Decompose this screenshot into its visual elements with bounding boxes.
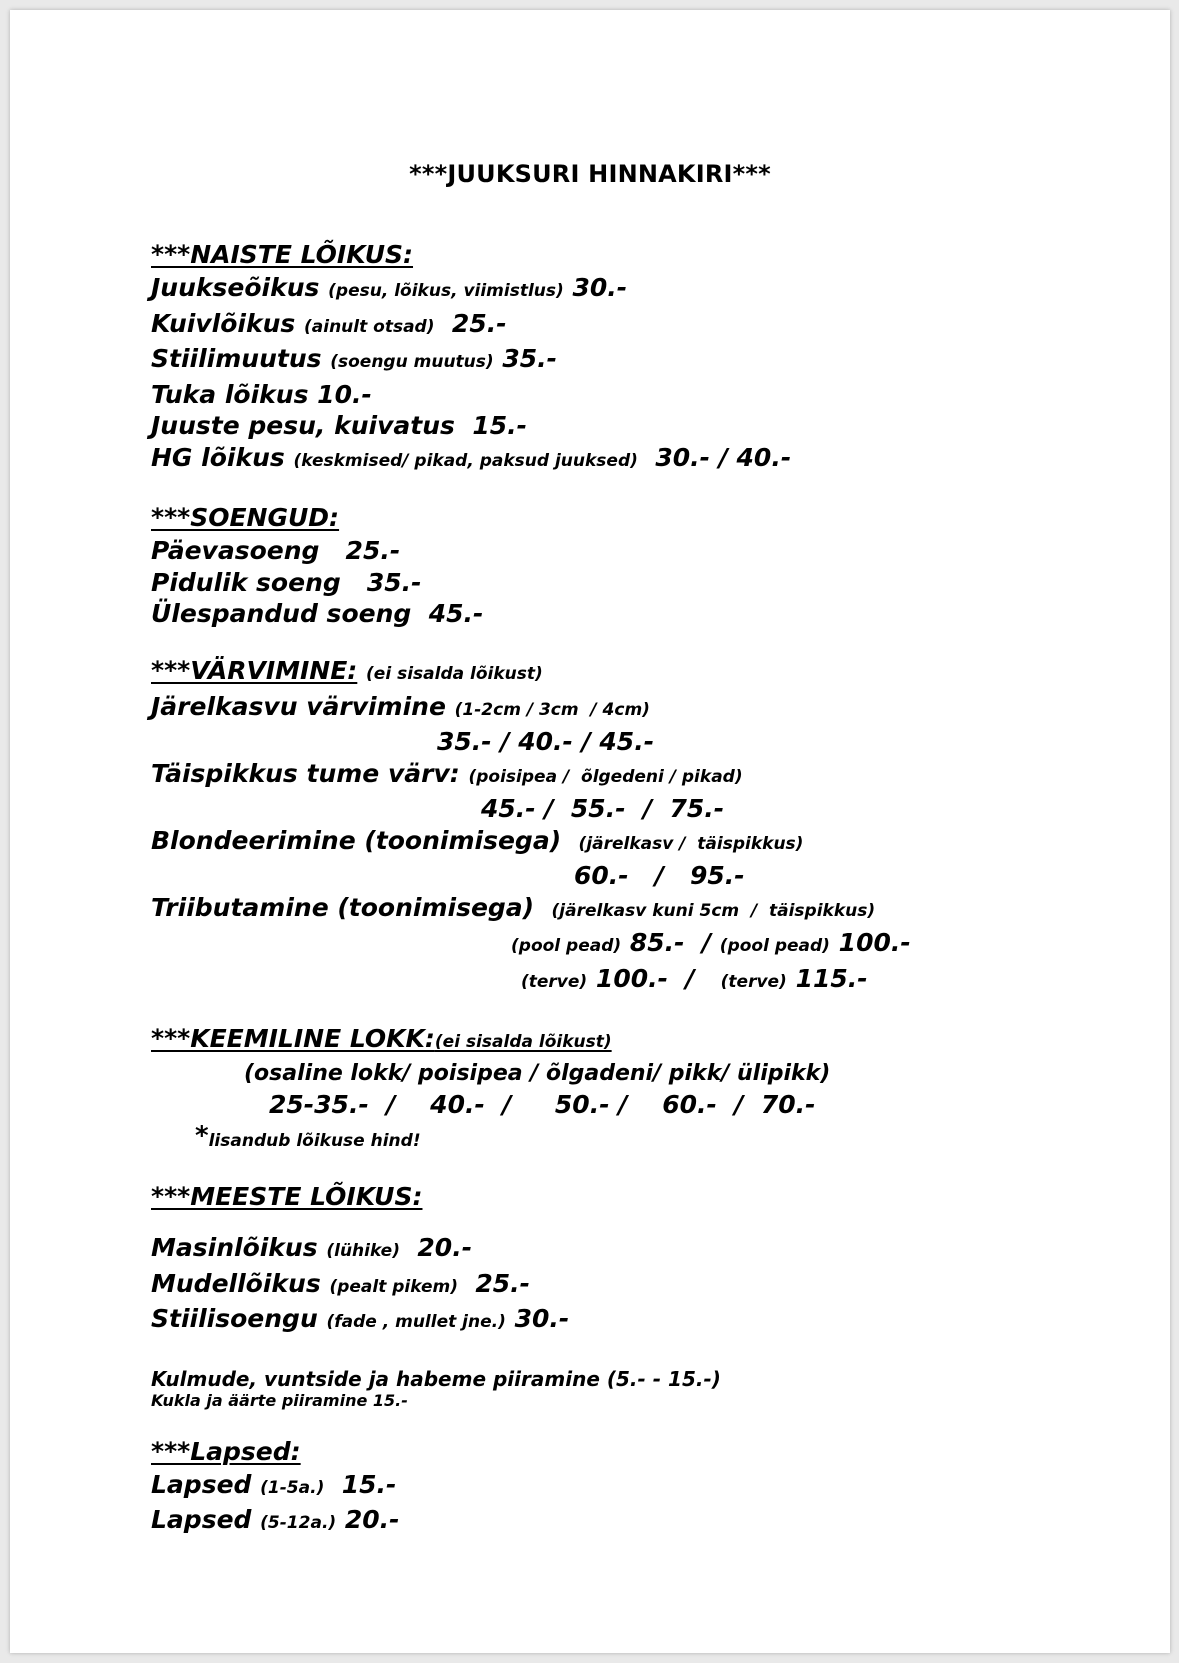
trim-row: Kukla ja äärte piiramine 15.- — [151, 1390, 408, 1410]
price-row: Stiilimuutus (soengu muutus) 35.- — [151, 344, 558, 373]
section-heading-women: ***NAISTE LÕIKUS: — [151, 240, 414, 269]
section-heading-styling: ***SOENGUD: — [151, 503, 340, 532]
price-values: 45.- / 55.- / 75.- — [481, 794, 725, 823]
perm-remark: *lisandub lõikuse hind! — [195, 1121, 421, 1151]
price-row: Lapsed (1-5a.) 15.- — [151, 1469, 397, 1499]
price-row: Ülespandud soeng 45.- — [151, 599, 484, 628]
price-row: Triibutamine (toonimisega) (järelkasv kuni 5cm / täispikkus) — [151, 892, 876, 922]
page-title: ***JUUKSURI HINNAKIRI*** — [409, 160, 771, 188]
price-row: Kuivlõikus (ainult otsad) 25.- — [151, 308, 507, 338]
price-row: Päevasoeng 25.- — [151, 536, 401, 565]
price-row: Täispikkus tume värv: (poisipea / õlgedeni / pikad) — [151, 758, 743, 788]
price-row: Juuste pesu, kuivatus 15.- — [151, 411, 527, 440]
section-heading-men: ***MEESTE LÕIKUS: — [151, 1182, 423, 1211]
section-kids — [151, 1435, 1101, 1540]
price-row: Juukseõikus (pesu, lõikus, viimistlus) 30.- — [151, 273, 628, 302]
price-values: (pool pead) 85.- / (pool pead) 100.- — [511, 928, 911, 957]
price-row: Tuka lõikus 10.- — [151, 379, 372, 409]
price-row: Masinlõikus (lühike) 20.- — [151, 1233, 473, 1262]
price-list-content — [151, 238, 1101, 1564]
trim-row: Kulmude, vuntside ja habeme piiramine (5.- - 15.-) — [151, 1366, 721, 1391]
perm-options: (osaline lokk/ poisipea / õlgadeni/ pikk/ ülipikk) — [244, 1061, 831, 1086]
section-perm — [151, 1022, 1101, 1156]
section-heading-perm: ***KEEMILINE LOKK:(ei sisalda lõikust) — [151, 1024, 612, 1053]
section-coloring — [151, 654, 1101, 999]
section-women — [151, 238, 1101, 477]
section-men — [151, 1180, 1101, 1411]
price-row: Järelkasvu värvimine (1-2cm / 3cm / 4cm) — [151, 691, 650, 721]
price-row: Blondeerimine (toonimisega) (järelkasv / täispikkus) — [151, 825, 804, 855]
section-styling — [151, 501, 1101, 630]
section-heading-coloring: ***VÄRVIMINE: (ei sisalda lõikust) — [151, 655, 543, 685]
price-row: Lapsed (5-12a.) 20.- — [151, 1505, 400, 1534]
price-row: Stiilisoengu (fade , mullet jne.) 30.- — [151, 1304, 570, 1333]
price-row: Pidulik soeng 35.- — [151, 567, 422, 597]
price-values: 60.- / 95.- — [574, 861, 745, 890]
price-values: 35.- / 40.- / 45.- — [437, 727, 655, 756]
price-row: HG lõikus (keskmised/ pikad, paksud juuksed) 30.- / 40.- — [151, 442, 792, 472]
price-values: (terve) 100.- / (terve) 115.- — [521, 963, 868, 993]
price-values: 25-35.- / 40.- / 50.- / 60.- / 70.- — [269, 1090, 816, 1119]
price-row: Mudellõikus (pealt pikem) 25.- — [151, 1268, 531, 1298]
price-list-page — [10, 10, 1170, 1653]
section-heading-kids: ***Lapsed: — [151, 1436, 301, 1466]
